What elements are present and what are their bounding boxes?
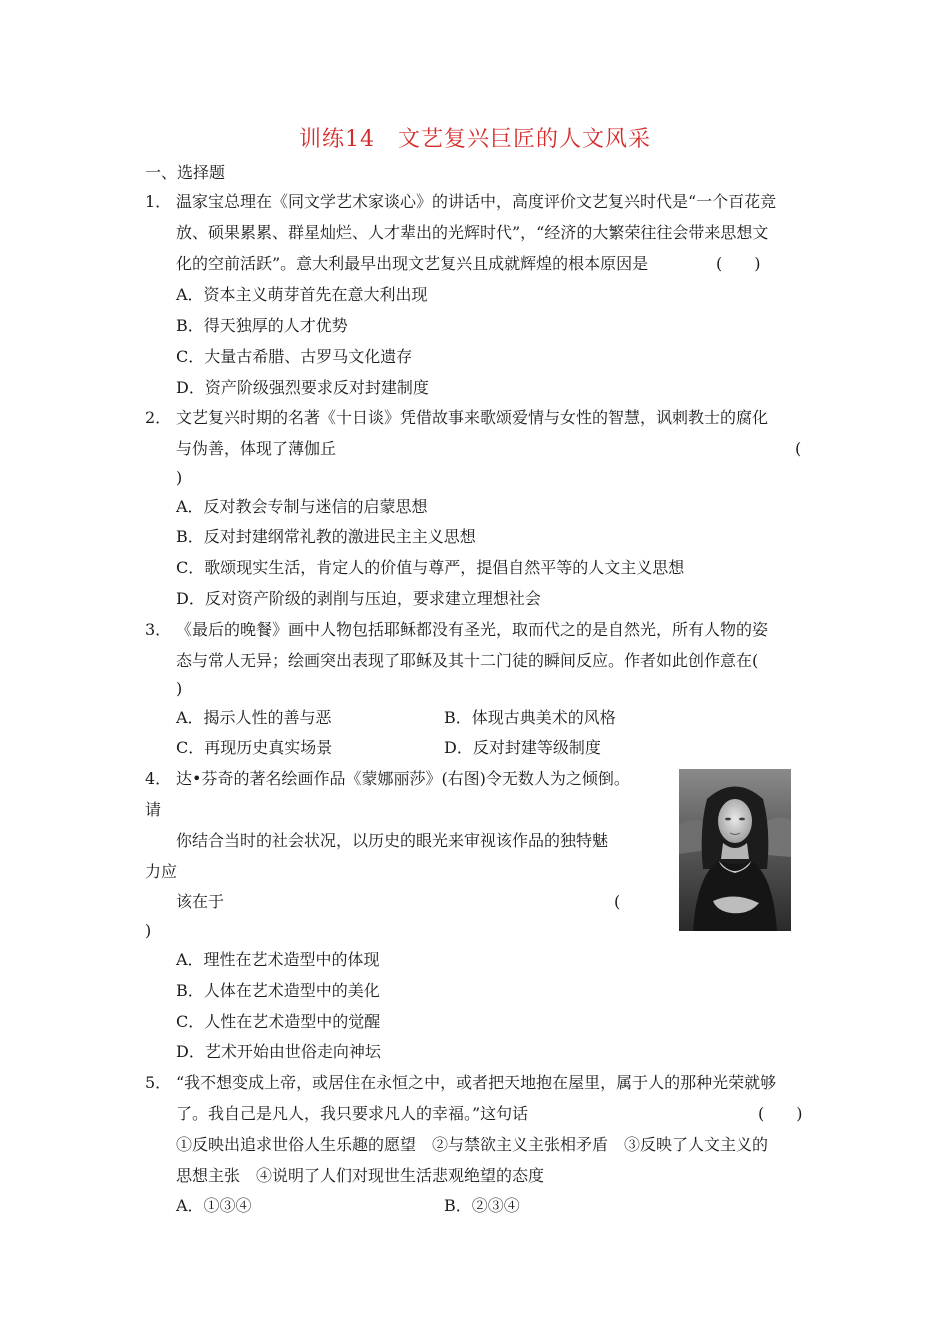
question-5-line-2: 了。我自己是凡人，我只要求凡人的幸福。”这句话 — [176, 1104, 529, 1123]
question-1-answer-blank: ( ) — [716, 254, 761, 273]
question-2-option-a: A．反对教会专制与迷信的启蒙思想 — [176, 497, 428, 516]
question-2-option-c: C．歌颂现实生活，肯定人的价值与尊严，提倡自然平等的人文主义思想 — [176, 558, 685, 577]
question-4-line-2: 你结合当时的社会状况，以历史的眼光来审视该作品的独特魅 — [176, 831, 609, 850]
question-3-line-2: 态与常人无异；绘画突出表现了耶稣及其十二门徒的瞬间反应。作者如此创作意在( — [176, 651, 759, 670]
question-3-option-d: D．反对封建等级制度 — [444, 738, 601, 757]
question-5-answer-blank: ( ) — [758, 1104, 803, 1123]
question-1-line-3: 化的空前活跃”。意大利最早出现文艺复兴且成就辉煌的根本原因是 — [176, 254, 649, 273]
question-5-option-a: A．①③④ — [176, 1196, 252, 1215]
question-1-line-1: 温家宝总理在《同文学艺术家谈心》的讲话中，高度评价文艺复兴时代是“一个百花竞 — [176, 192, 777, 211]
section-heading: 一、选择题 — [145, 163, 226, 182]
question-5-option-b: B．②③④ — [444, 1196, 520, 1215]
question-3-paren-close: ) — [176, 679, 183, 698]
page-title: 训练14 文艺复兴巨匠的人文风采 — [299, 127, 651, 152]
question-4-number: 4． — [145, 769, 172, 788]
question-2-paren-open: ( — [795, 439, 802, 458]
question-4-paren-close: ) — [145, 921, 152, 940]
question-1-line-2: 放、硕果累累、群星灿烂、人才辈出的光辉时代”，“经济的大繁荣往往会带来思想文 — [176, 223, 769, 242]
question-2-line-2: 与伪善，体现了薄伽丘 — [176, 439, 337, 458]
question-4-paren-open: ( — [614, 892, 621, 911]
question-4-option-b: B．人体在艺术造型中的美化 — [176, 981, 380, 1000]
question-5-number: 5． — [145, 1073, 172, 1092]
question-1-option-c: C．大量古希腊、古罗马文化遗存 — [176, 347, 413, 366]
question-3-line-1: 《最后的晚餐》画中人物包括耶稣都没有圣光，取而代之的是自然光，所有人物的姿 — [176, 620, 769, 639]
question-2-number: 2． — [145, 408, 172, 427]
question-1-option-a: A．资本主义萌芽首先在意大利出现 — [176, 285, 428, 304]
mona-lisa-image — [679, 769, 791, 931]
question-1-number: 1． — [145, 192, 172, 211]
question-2-paren-close: ) — [176, 468, 183, 487]
question-4-line-2-wrap: 力应 — [145, 862, 178, 881]
question-1-option-d: D．资产阶级强烈要求反对封建制度 — [176, 378, 429, 397]
question-3-number: 3． — [145, 620, 172, 639]
question-1-option-b: B．得天独厚的人才优势 — [176, 316, 348, 335]
question-4-line-1: 达•芬奇的著名绘画作品《蒙娜丽莎》(右图)令无数人为之倾倒。 — [176, 769, 630, 788]
question-5-line-3: ①反映出追求世俗人生乐趣的愿望 ②与禁欲主义主张相矛盾 ③反映了人文主义的 — [176, 1135, 769, 1154]
question-2-line-1: 文艺复兴时期的名著《十日谈》凭借故事来歌颂爱情与女性的智慧，讽刺教士的腐化 — [176, 408, 769, 427]
question-4-option-d: D．艺术开始由世俗走向神坛 — [176, 1042, 381, 1061]
question-5-line-1: “我不想变成上帝，或居住在永恒之中，或者把天地抱在屋里，属于人的那种光荣就够 — [176, 1073, 777, 1092]
mona-lisa-illustration — [679, 769, 791, 931]
question-4-line-3: 该在于 — [176, 892, 225, 911]
question-4-line-1-wrap: 请 — [145, 800, 162, 819]
question-3-option-c: C．再现历史真实场景 — [176, 738, 333, 757]
question-5-line-4: 思想主张 ④说明了人们对现世生活悲观绝望的态度 — [176, 1166, 545, 1185]
question-4-option-c: C．人性在艺术造型中的觉醒 — [176, 1012, 381, 1031]
question-3-option-a: A．揭示人性的善与恶 — [176, 708, 332, 727]
question-3-option-b: B．体现古典美术的风格 — [444, 708, 616, 727]
question-2-option-b: B．反对封建纲常礼教的激进民主主义思想 — [176, 527, 476, 546]
question-2-option-d: D．反对资产阶级的剥削与压迫，要求建立理想社会 — [176, 589, 541, 608]
question-4-option-a: A．理性在艺术造型中的体现 — [176, 950, 380, 969]
